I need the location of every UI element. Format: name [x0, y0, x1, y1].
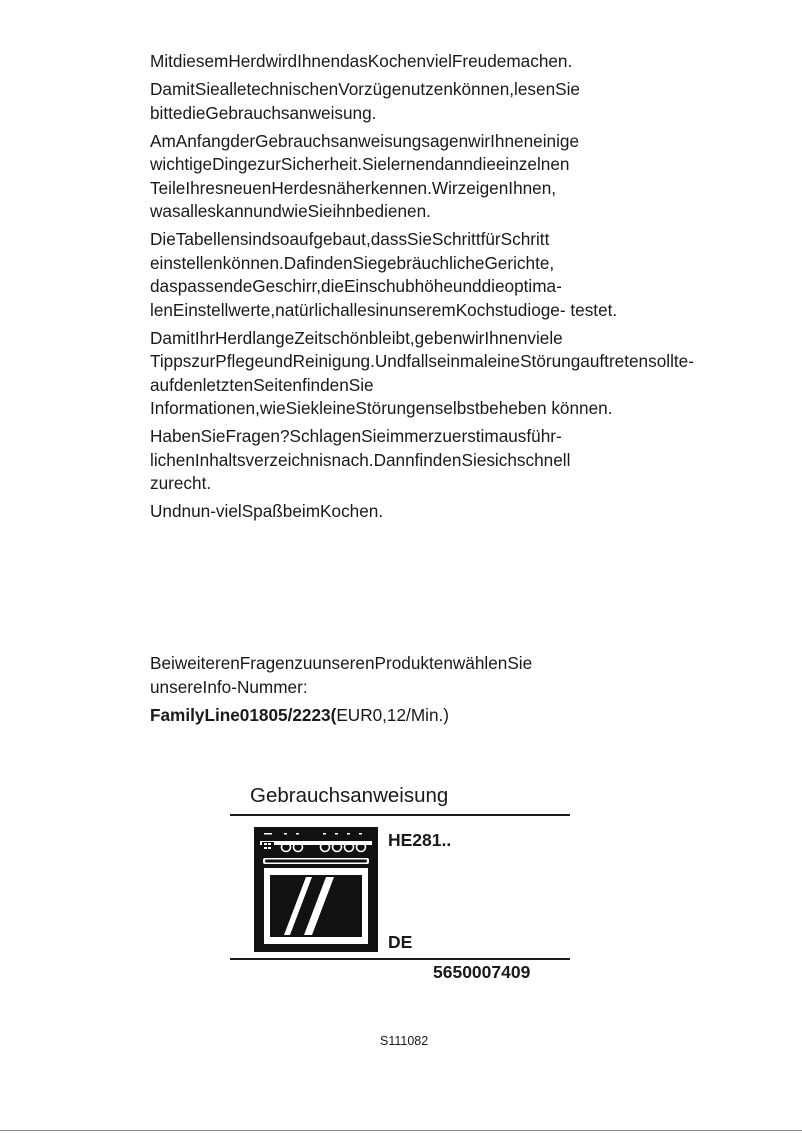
model-number: HE281.. — [388, 830, 452, 850]
intro-paragraph-2: DamitSiealletechnischenVorzügenutzenkönnen,lesenSie bittedieGebrauchsanweisung. — [150, 79, 580, 123]
intro-paragraph-1: MitdiesemHerdwirdIhnendasKochenvielFreudemachen. — [150, 51, 573, 71]
language-code: DE — [388, 932, 413, 952]
manual-title: Gebrauchsanweisung — [250, 784, 449, 807]
info-section — [150, 652, 620, 732]
intro-paragraph-5: DamitIhrHerdlangeZeitschönbleibt,gebenwirIhnenviele TippszurPflegeundReinigung.UndfallseinmaleineStörungauftretensollte-aufdenletztenSeitenfindenSie Informationen,wieSiekleineStörungenselbstbeheben können. — [150, 327, 694, 418]
intro-paragraph-4: DieTabellensindsoaufgebaut,dassSieSchrittfürSchritt einstellenkönnen.DafindenSiegebräuchlicheGerichte, daspassendeGeschirr,dieEinschubhöheunddieoptima- lenEinstellwerte,natürlichallesinunseremKochstudioge- testet. — [150, 229, 618, 320]
intro-text — [150, 50, 694, 528]
info-text: BeiweiterenFragenzuunserenProduktenwählenSie unsereInfo-Nummer: — [150, 653, 533, 697]
intro-paragraph-7: Undnun-vielSpaßbeimKochen. — [150, 501, 384, 521]
document-code: S111082 — [380, 1034, 429, 1048]
hotline-price: EUR0,12/Min.) — [336, 704, 450, 725]
part-number: 5650007409 — [433, 962, 531, 982]
bottom-rule — [230, 958, 570, 960]
oven-icon — [254, 827, 378, 952]
page-edge-line — [0, 1130, 802, 1131]
intro-paragraph-6: HabenSieFragen?SchlagenSieimmerzuerstimausführ- lichenInhaltsverzeichnisnach.DannfindenSiesichschnell zurecht. — [150, 426, 571, 493]
hotline-number: FamilyLine01805/2223( — [150, 704, 337, 725]
intro-paragraph-3: AmAnfangderGebrauchsanweisungsagenwirIhneneinige wichtigeDingezurSicherheit.Sielernendanndieeinzelnen TeileIhresneuenHerdesnäherkennen.WirzeigenIhnen, wasalleskannundwieSieihnbedienen. — [150, 130, 580, 221]
title-rule — [230, 814, 570, 816]
hotline — [150, 704, 620, 728]
